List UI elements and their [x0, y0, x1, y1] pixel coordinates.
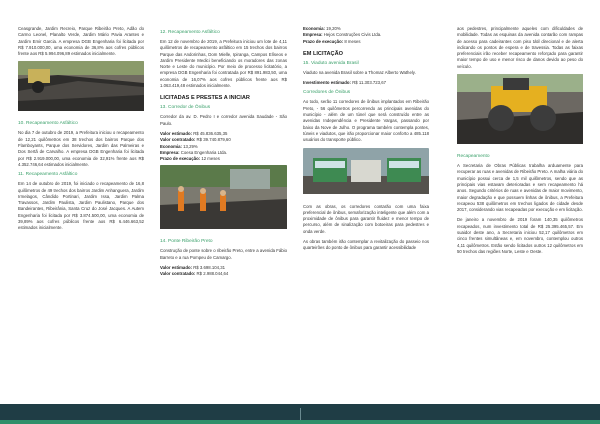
workers-photo [160, 165, 287, 234]
field-row: Empresa: Coesa Engenharia Ltda. [160, 149, 228, 155]
field-row: Economia: 19,20% [303, 26, 341, 31]
asphalt-photo-1 [18, 61, 144, 116]
field-row: Empresa: Hejos Construções Civis Ltda. [303, 32, 382, 38]
em-licitacao-heading: EM LICITAÇÃO [303, 50, 343, 57]
section-16-text-3: As obras também irão contemplar a revitalização do passeio nos quarteirões do ponto de ônibus para garantir acessibilidade [303, 239, 429, 251]
intro-paragraph: Ceasgrande, Jardim Recreio, Parque Ribeirão Preto, Adão do Carmo Leonel, Planalto Verde, Jardim Mário Pavia Arantes e Jardim Emir Garcia. A empresa DGB Engenharia foi licitada por R$ 7.910.000,00, uma economia de 36,8% aos cofres públicos frente aos R$ 5.994.096,89 estimados inicialmente. [18, 26, 144, 57]
field-row: Valor estimado: R$ 45.836.635,35 [160, 130, 228, 136]
licitadas-heading: LICITADAS E PRESTES A INICIAR [160, 95, 250, 102]
section-15-text: Viaduto na avenida Brasil sobre a Thomaz Alberto Wathely. [303, 69, 416, 75]
section-13-text: Corredor da av. D. Pedro I e corredor avenida Saudade - São Paulo. [160, 114, 287, 126]
section-11-title: 11. Recapeamento Asfáltico [18, 172, 78, 178]
footer-stripe [0, 420, 600, 424]
column-4-top-text: aos pedestres, principalmente aqueles com dificuldades de mobilidade. Todas as esquinas da avenida contarão com rampas de acesso para cadeirantes com piso tátil direcional e de alerta indicando os pontos de espera e de travessia. Todas as faixas preferenciais irão receber recapeamento reforçado para garantir maior tempo de uso e menor risco de danos devido ao peso do veículo. [457, 26, 583, 69]
section-16-text-2: Com as obras, os corredores contarão com uma faixa preferencial de ônibus, semaforização inteligente que além com a proximidade de ônibus para garantir fluidez e menor tempo de percurso, além de sinalização com botoeiras para pedestres e onda verde. [303, 203, 429, 234]
column-1 [18, 26, 144, 236]
section-14-text: Construção de ponte sobre o ribeirão Preto, entre a avenida Fábio Barreto e a rua Pompeu de Camargo. [160, 248, 287, 260]
section-13-fields [160, 131, 287, 162]
recapeamento-text-2: De janeiro a novembro de 2019 foram 140,35 quilômetros recapeados, num investimento total de R$ 25.395.465,57. Em suaidor deste ano, a Secretaria iniciou 52,17 quilômetros em cinco frentes simultâneas e, em novembro, contemplou outros 4,11 quilômetros. Estão sendo licitados outros 12 quilômetros em 50 trechos das regiões Norte, Leste e Oeste. [457, 217, 583, 254]
section-12-title: 12. Recapeamento Asfáltico [160, 30, 220, 35]
field-row: Valor contratado: R$ 2.988.044,64 [160, 271, 229, 277]
column-2 [160, 26, 287, 278]
field-row: Valor contratado: R$ 39.740.879,60 [160, 137, 231, 143]
field-row: Valor estimado: R$ 3.698.104,31 [160, 265, 225, 271]
field-row: Prazo de execução: 12 meses [160, 156, 220, 162]
footer-title-right: BALANÇO 2017-2019 [324, 3, 428, 12]
fold-line [300, 408, 301, 420]
section-11-text: Em 14 de outubro de 2019, foi iniciado o recapeamento de 16,8 quilômetros de 49 trechos dos bairros Jardim Anhanguera, Jardim Irmelagos, Cândido Portinari, Jardim Issa, Jardim Palma Travassos, Jardim Paulista, Jardim Paulistano, Parque dos Bandeirantes, Ribeirânia, Santa Cruz do José Jacques. A Autem Engenharia foi licitada por R$ 3.874.500,00, uma economia de 39,89% aos cofres públicos frente aos R$ 6.446.663,52 estimados inicialmente. [18, 181, 144, 231]
roller-photo [457, 74, 583, 149]
field-row: Investimento estimado: R$ 11.303.723,67 [303, 80, 387, 86]
recapeamento-text: A Secretaria de Obras Públicas trabalha arduamente para recuperar as ruas e avenidas de Ribeirão Preto. A malha viária do município possui cerca de 1,5 mil quilômetros, sendo que as principais vias estavam deterioradas e sem recapeamento há anos. Segundo critérios de ruas e avenidas de maior movimento, maior degradação e que possuem linhas de ônibus, a Prefeitura recapeou 538 quilômetros em trechos ligados de cidade desde 2017, considerando vias recapeadas por execução e em licitação. [457, 163, 583, 213]
column-3 [303, 26, 429, 256]
section-14-title: 14. Ponte Ribeirão Preto [160, 239, 213, 245]
section-10-title: 10. Recapeamento Asfáltico [18, 121, 78, 127]
section-16-text-1: Ao todo, serão 11 corredores de ônibus implantados em Ribeirão Preto, - 56 quilômetros percorrendo as principais avenidas do município - além de um túnel que será construído entre as avenidas Independência e Presidente Vargas, passando por baixo da Nove de Julho. O programa também contempla pontes, túneis e viadutos, que irão proporcionar maior conforto a 485.118 usuários do transporte público. [303, 99, 429, 143]
section-13-title: 13. Corredor de Ônibus [160, 105, 211, 111]
field-row: Prazo de execução: 8 meses [303, 38, 361, 44]
section-12-text: Em 12 de novembro de 2019, a Prefeitura iniciou um lote de 4,11 quilômetros de recapeamento asfáltico em 15 trechos dos bairros Parque das Andorinhas, Dom Mielle, Ipiranga, Campos Elíseos e Jardim Presidente Medici beneficiando os moradores das zonas Norte e Leste do município. Por meio de processo licitatório, a empresa DGB Engenharia foi contratada por R$ 891.983,50, uma economia de 16,07% aos cofres públicos frente aos R$ 1.063.419,48 estimados inicialmente. [160, 39, 287, 89]
field-row: Economia: 13,29% [160, 143, 198, 149]
section-16-title: Corredores de Ônibus [303, 90, 351, 96]
footer-title-left: BALANÇO 2017-2019 [197, 3, 301, 12]
section-10-text: No dia 7 de outubro de 2019, a Prefeitura iniciou o recapeamento de 12,21 quilômetros em 38 trechos dos bairros Parque dos Flamboyants, Parque dos Servidores, Jardim das Palmeiras e Dos Sertã de Carvalho. A empresa DGB Engenharia foi licitada por R$ 2.919.000,00, uma economia de 32,91% frente aos R$ 4.352.746,64 estimados inicialmente. [18, 130, 144, 167]
bus-photo [303, 148, 429, 199]
section-15-title: 15. Viaduto avenida Brasil [303, 60, 359, 66]
column-4 [457, 26, 583, 259]
recapeamento-caption: Recapeamento [457, 154, 490, 160]
